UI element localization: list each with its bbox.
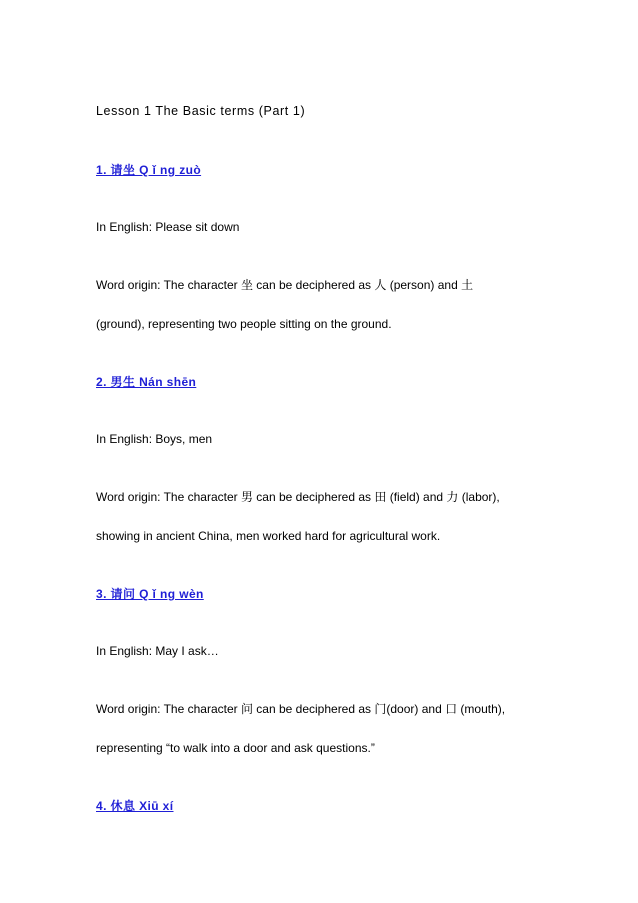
term-3-heading-link[interactable]: 3. 请问 Q ǐ ng wèn xyxy=(96,587,204,601)
term-3-origin-line-2: representing “to walk into a door and ask questions.” xyxy=(96,741,375,755)
term-3-english: In English: May I ask… xyxy=(96,644,219,658)
term-3-origin-line-1: Word origin: The character 问 can be deciphered as 门(door) and 口 (mouth), xyxy=(96,702,506,716)
term-1-heading-link[interactable]: 1. 请坐 Q ǐ ng zuò xyxy=(96,163,202,177)
term-4-heading-link[interactable]: 4. 休息 Xiū xí xyxy=(96,799,174,813)
term-1-origin-line-2: (ground), representing two people sitting on the ground. xyxy=(96,317,392,331)
term-2-english: In English: Boys, men xyxy=(96,432,213,446)
term-2-heading-link[interactable]: 2. 男生 Nán shēn xyxy=(96,375,197,389)
lesson-title: Lesson 1 The Basic terms (Part 1) xyxy=(96,104,306,118)
term-1-origin-line-1: Word origin: The character 坐 can be deciphered as 人 (person) and 土 xyxy=(96,278,474,292)
term-2-origin-line-1: Word origin: The character 男 can be deciphered as 田 (field) and 力 (labor), xyxy=(96,490,500,504)
term-2-origin-line-2: showing in ancient China, men worked hard for agricultural work. xyxy=(96,529,441,543)
term-1-english: In English: Please sit down xyxy=(96,220,240,234)
